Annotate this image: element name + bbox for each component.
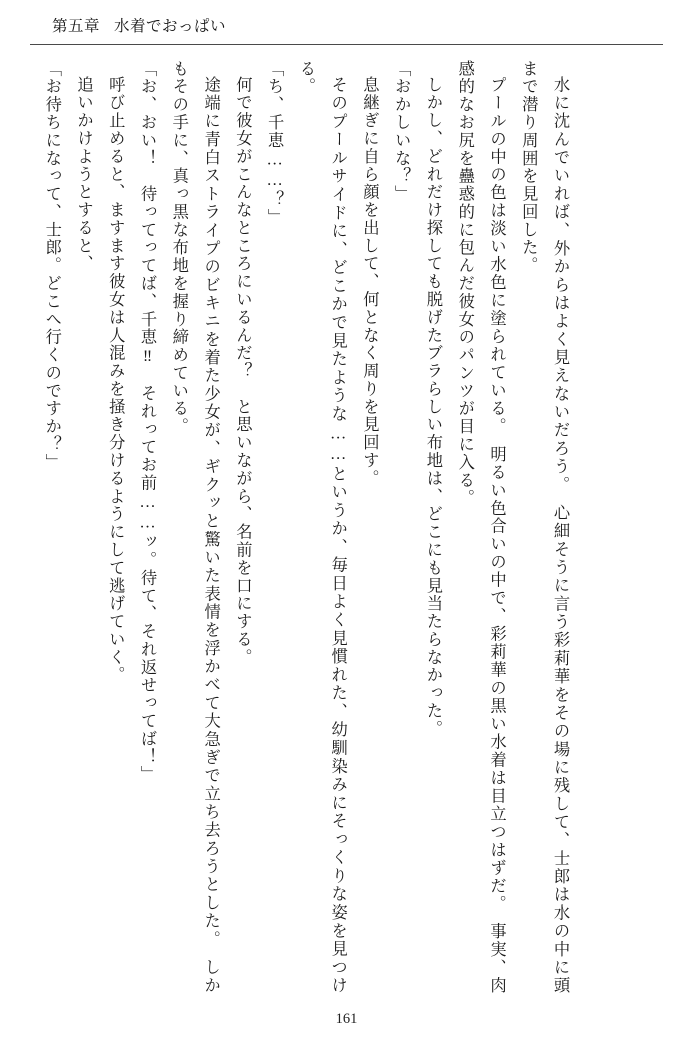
paragraph: 追いかけようとすると、 (74, 76, 94, 274)
page-header (52, 14, 226, 36)
body-text-area (36, 60, 658, 995)
paragraph: しかし、どれだけ探しても脱げたブラらしい布地は、どこにも見当たらなかった。 (423, 76, 443, 739)
paragraph: 何で彼女がこんなところにいるんだ？ と思いながら、名前を口にする。 (233, 76, 253, 667)
paragraph: 息継ぎに自ら顔を出して、何となく周りを見回す。 (360, 76, 380, 488)
paragraph: 「お、おい！ 待ってってば、千恵‼ それってお前……ッ。待て、それ返せってば！」 (138, 60, 158, 784)
paragraph: プールの中の色は淡い水色に塗られている。 明るい色合いの中で、彩莉華の黒い水着は目立つはずだ。 事実、肉感的なお尻を蠱惑的に包んだ彼女のパンツが目に入る。 (455, 60, 507, 995)
paragraph: 「お待ちになって、士郎。どこへ行くのですか？」 (42, 60, 62, 472)
paragraph: 呼び止めると、ますます彼女は人混みを掻き分けるようにして逃げていく。 (106, 76, 126, 685)
chapter-title: 水着でおっぱい (114, 18, 227, 35)
paragraph: 水に沈んでいれば、外からはよく見えないだろう。 心細そうに言う彩莉華をその場に残して、士郎は水の中に頭まで潜り周囲を見回した。 (519, 60, 571, 995)
paragraph: 「ち、千恵……？」 (265, 60, 285, 227)
paragraph: そのプールサイドに、どこかで見たような……というか、毎日よく見慣れた、幼馴染みにそっくりな姿を見つける。 (296, 60, 348, 995)
paragraph: 「おかしいな？」 (392, 60, 412, 204)
chapter-number: 第五章 (52, 18, 101, 35)
paragraph: 途端に青白ストライプのビキニを着た少女が、ギクッと驚いた表情を浮かべて大急ぎで立ち去ろうとした。 しかもその手に、真っ黒な布地を握り締めている。 (169, 60, 221, 995)
page-number: 161 (335, 1011, 358, 1027)
header-divider (30, 44, 663, 45)
vertical-text-block (36, 60, 576, 995)
